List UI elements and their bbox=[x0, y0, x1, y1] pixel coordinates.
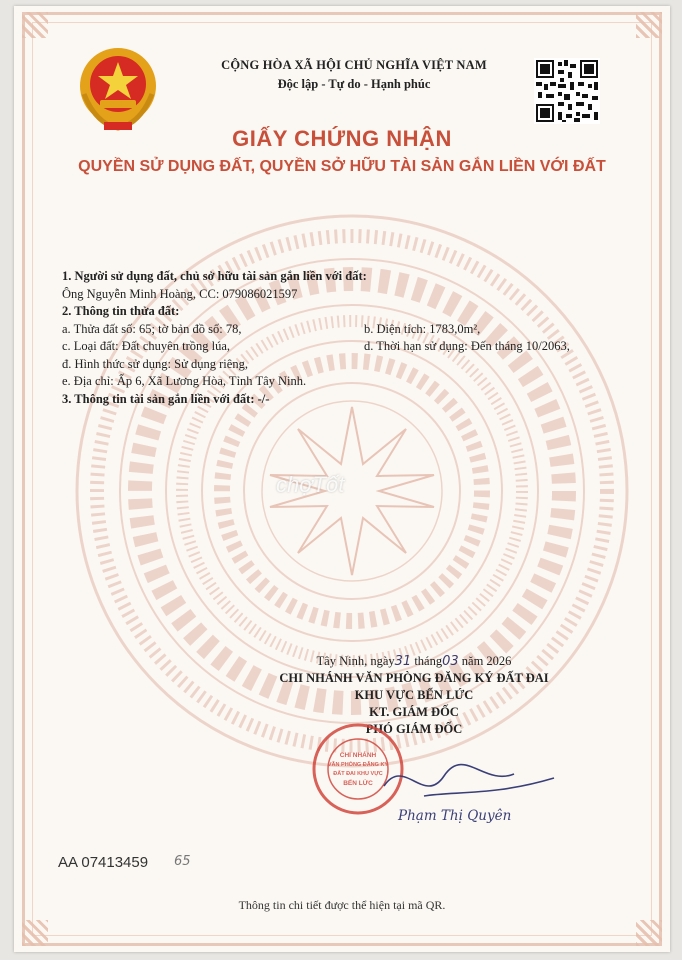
section-3-heading: 3. Thông tin tài sản gắn liền với đất: -/- bbox=[62, 391, 270, 406]
signing-day: 31 bbox=[394, 654, 412, 669]
stamp-line-2: VĂN PHÒNG ĐĂNG KÝ bbox=[327, 762, 389, 768]
office-line-1: CHI NHÁNH VĂN PHÒNG ĐĂNG KÝ ĐẤT ĐAI bbox=[279, 671, 549, 685]
signing-place: Tây Ninh, ngày bbox=[316, 654, 395, 668]
signing-date bbox=[244, 654, 584, 669]
qr-code-icon[interactable] bbox=[534, 58, 600, 124]
stamp-line-3: ĐẤT ĐAI KHU VỰC bbox=[333, 771, 383, 777]
section-1-heading: 1. Người sử dụng đất, chủ sở hữu tài sản gắn liền với đất: bbox=[62, 269, 367, 283]
land-type: c. Loại đất: Đất chuyên trồng lúa, bbox=[62, 339, 230, 353]
parcel-row-1 bbox=[62, 321, 642, 339]
serial-handwritten-note: 65 bbox=[174, 854, 191, 869]
parcel-row-2 bbox=[62, 338, 642, 356]
corner-ornament-top-left bbox=[22, 12, 48, 38]
qr-note: Thông tin chi tiết được thể hiện tại mã QR. bbox=[238, 898, 446, 912]
document-subtitle: QUYỀN SỬ DỤNG ĐẤT, QUYỀN SỞ HỮU TÀI SẢN GẮN LIỀN VỚI ĐẤT bbox=[78, 158, 606, 175]
office-line-3: KT. GIÁM ĐỐC bbox=[369, 705, 459, 719]
national-header bbox=[174, 58, 534, 92]
month-label: tháng bbox=[414, 654, 443, 668]
watermark: chợTốt bbox=[276, 472, 345, 497]
corner-ornament-bottom-right bbox=[636, 920, 662, 946]
issuing-office bbox=[244, 670, 584, 738]
owner-info: Ông Nguyễn Minh Hoàng, CC: 079086021597 bbox=[62, 286, 298, 301]
national-emblem-icon bbox=[76, 44, 160, 136]
signing-month: 03 bbox=[442, 654, 459, 669]
corner-ornament-top-right bbox=[636, 12, 662, 38]
corner-ornament-bottom-left bbox=[22, 920, 48, 946]
office-line-2: KHU VỰC BẾN LỨC bbox=[354, 688, 474, 702]
serial-number: AA 07413459 bbox=[58, 854, 149, 871]
parcel-area: b. Diện tích: 1783,0m², bbox=[364, 321, 481, 336]
usage-form: đ. Hình thức sử dụng: Sử dụng riêng, bbox=[62, 356, 248, 371]
signing-year: năm 2026 bbox=[461, 654, 512, 668]
usage-term: d. Thời hạn sử dụng: Đến tháng 10/2063, bbox=[364, 339, 570, 353]
document-title: GIẤY CHỨNG NHẬN bbox=[232, 126, 452, 151]
stamp-line-4: BẾN LỨC bbox=[343, 780, 373, 787]
national-motto: Độc lập - Tự do - Hạnh phúc bbox=[277, 77, 431, 91]
office-line-4: PHÓ GIÁM ĐỐC bbox=[365, 722, 463, 736]
certificate-sheet bbox=[14, 6, 670, 952]
stamp-line-1: CHI NHÁNH bbox=[339, 752, 377, 759]
certificate-body bbox=[62, 268, 642, 408]
parcel-address: e. Địa chỉ: Ấp 6, Xã Lương Hòa, Tỉnh Tây Ninh. bbox=[62, 374, 307, 388]
parcel-number: a. Thửa đất số: 65; tờ bản đồ số: 78, bbox=[62, 321, 242, 336]
signer-name: Phạm Thị Quyên bbox=[398, 808, 512, 824]
section-2-heading: 2. Thông tin thửa đất: bbox=[62, 304, 180, 318]
nation-name: CỘNG HÒA XÃ HỘI CHỦ NGHĨA VIỆT NAM bbox=[221, 58, 487, 72]
